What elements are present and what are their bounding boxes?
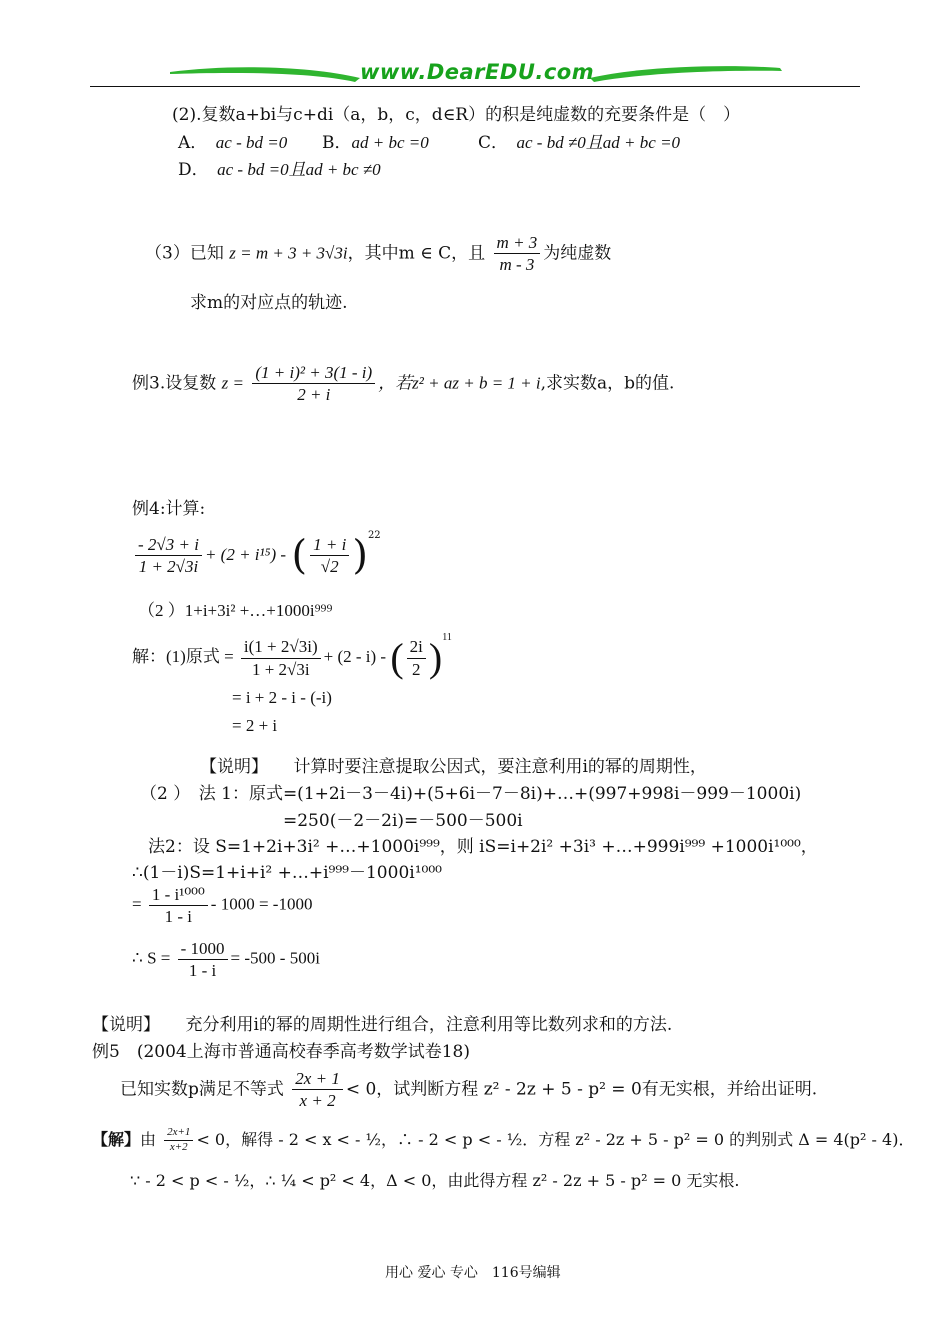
example-3: 例3.设复数 z = $\frac{\text{(1 + i)² + 3(1 - i)}}{2 + i}$ ，若z² + az + b = 1 + i,求实数a，b的值.: [132, 363, 675, 405]
method-2-line3: = $\frac{\text{1 - i¹⁰⁰⁰}}{1 - i}$ - 1000 = -1000: [132, 885, 313, 927]
method-1-result: =250(－2－2i)=－500－500i: [283, 811, 523, 831]
note-1: 【说明】 计算时要注意提取公因式，要注意利用i的幂的周期性，: [200, 757, 707, 777]
example-5-solution-2: ∵ - 2 < p < - ½，∴ ¼ < p² < 4，Δ < 0，由此得方程 z² - 2z + 5 - p² = 0 无实根.: [130, 1171, 740, 1190]
example-5-solution-1: 【解】由 $\frac{2x+1}{x+2}$ < 0，解得 - 2 < x < - ½，∴ - 2 < p < - ½．方程 z² - 2z + 5 - p² = 0 的判别式 Δ = 4(p² - 4)．: [92, 1126, 915, 1153]
footer-text: 用心 爱心 专心 116号编辑: [385, 1265, 561, 1281]
example-4-part2: （2 ）1+i+3i² +…+1000i⁹⁹⁹: [138, 601, 333, 620]
q3-line1: （3）已知 z = m + 3 + 3√3i，其中m ∈ C，且 $\frac{m + 3}{m - 3}$ 为纯虚数: [145, 233, 612, 275]
q2-option-a: A． ac - bd =0: [178, 133, 288, 153]
example-4-title: 例4:计算:: [132, 499, 206, 519]
q2-option-b: B．ad + bc =0: [322, 133, 429, 153]
example-5-title: 例5 (2004上海市普通高校春季高考数学试卷18): [92, 1042, 470, 1062]
q3-line2: 求m的对应点的轨迹.: [190, 293, 348, 313]
example-4-solution: 解：(1)原式 = $\frac{i(1 + 2√3i)}{1 + 2√3i}$ + (2 - i) - ( $\frac{2i}{2}$ )$^{11}$: [132, 632, 452, 681]
method-1: （2 ） 法 1：原式=(1+2i－3－4i)+(5+6i－7－8i)+…+(997+998i－999－1000i): [140, 784, 802, 804]
header-rule: [90, 86, 860, 87]
method-2-line1: 法2：设 S=1+2i+3i² +…+1000i⁹⁹⁹，则 iS=i+2i² +3i³ +…+999i⁹⁹⁹ +1000i¹⁰⁰⁰，: [148, 837, 818, 857]
note-2: 【说明】 充分利用i的幂的周期性进行组合，注意利用等比数列求和的方法.: [92, 1015, 673, 1035]
site-logo: www.DearEDU.com: [360, 60, 595, 84]
method-2-line2: ∴(1－i)S=1+i+i² +…+i⁹⁹⁹－1000i¹⁰⁰⁰: [132, 863, 442, 883]
q2-stem: (2).复数a+bi与c+di（a，b，c，d∈R）的积是纯虚数的充要条件是（ ）: [172, 105, 741, 125]
method-2-line4: ∴ S = $\frac{- 1000}{1 - i}$ = -500 - 500i: [132, 939, 320, 981]
example-4-part1: $\frac{- 2√3 + i}{1 + 2√3i}$ + (2 + i¹⁵) - ( $\frac{1 + i}{√2}$ )$^{22}$: [132, 530, 381, 577]
q2-option-c: C． ac - bd ≠0且ad + bc =0: [478, 133, 681, 153]
q2-option-d: D． ac - bd =0且ad + bc ≠0: [178, 160, 381, 180]
solution-step-2: = 2 + i: [232, 716, 278, 735]
solution-step-1: = i + 2 - i - (-i): [232, 688, 332, 707]
example-5-stem: 已知实数p满足不等式 $\frac{2x + 1}{x + 2}$ < 0，试判断方程 z² - 2z + 5 - p² = 0有无实根，并给出证明.: [120, 1069, 818, 1111]
